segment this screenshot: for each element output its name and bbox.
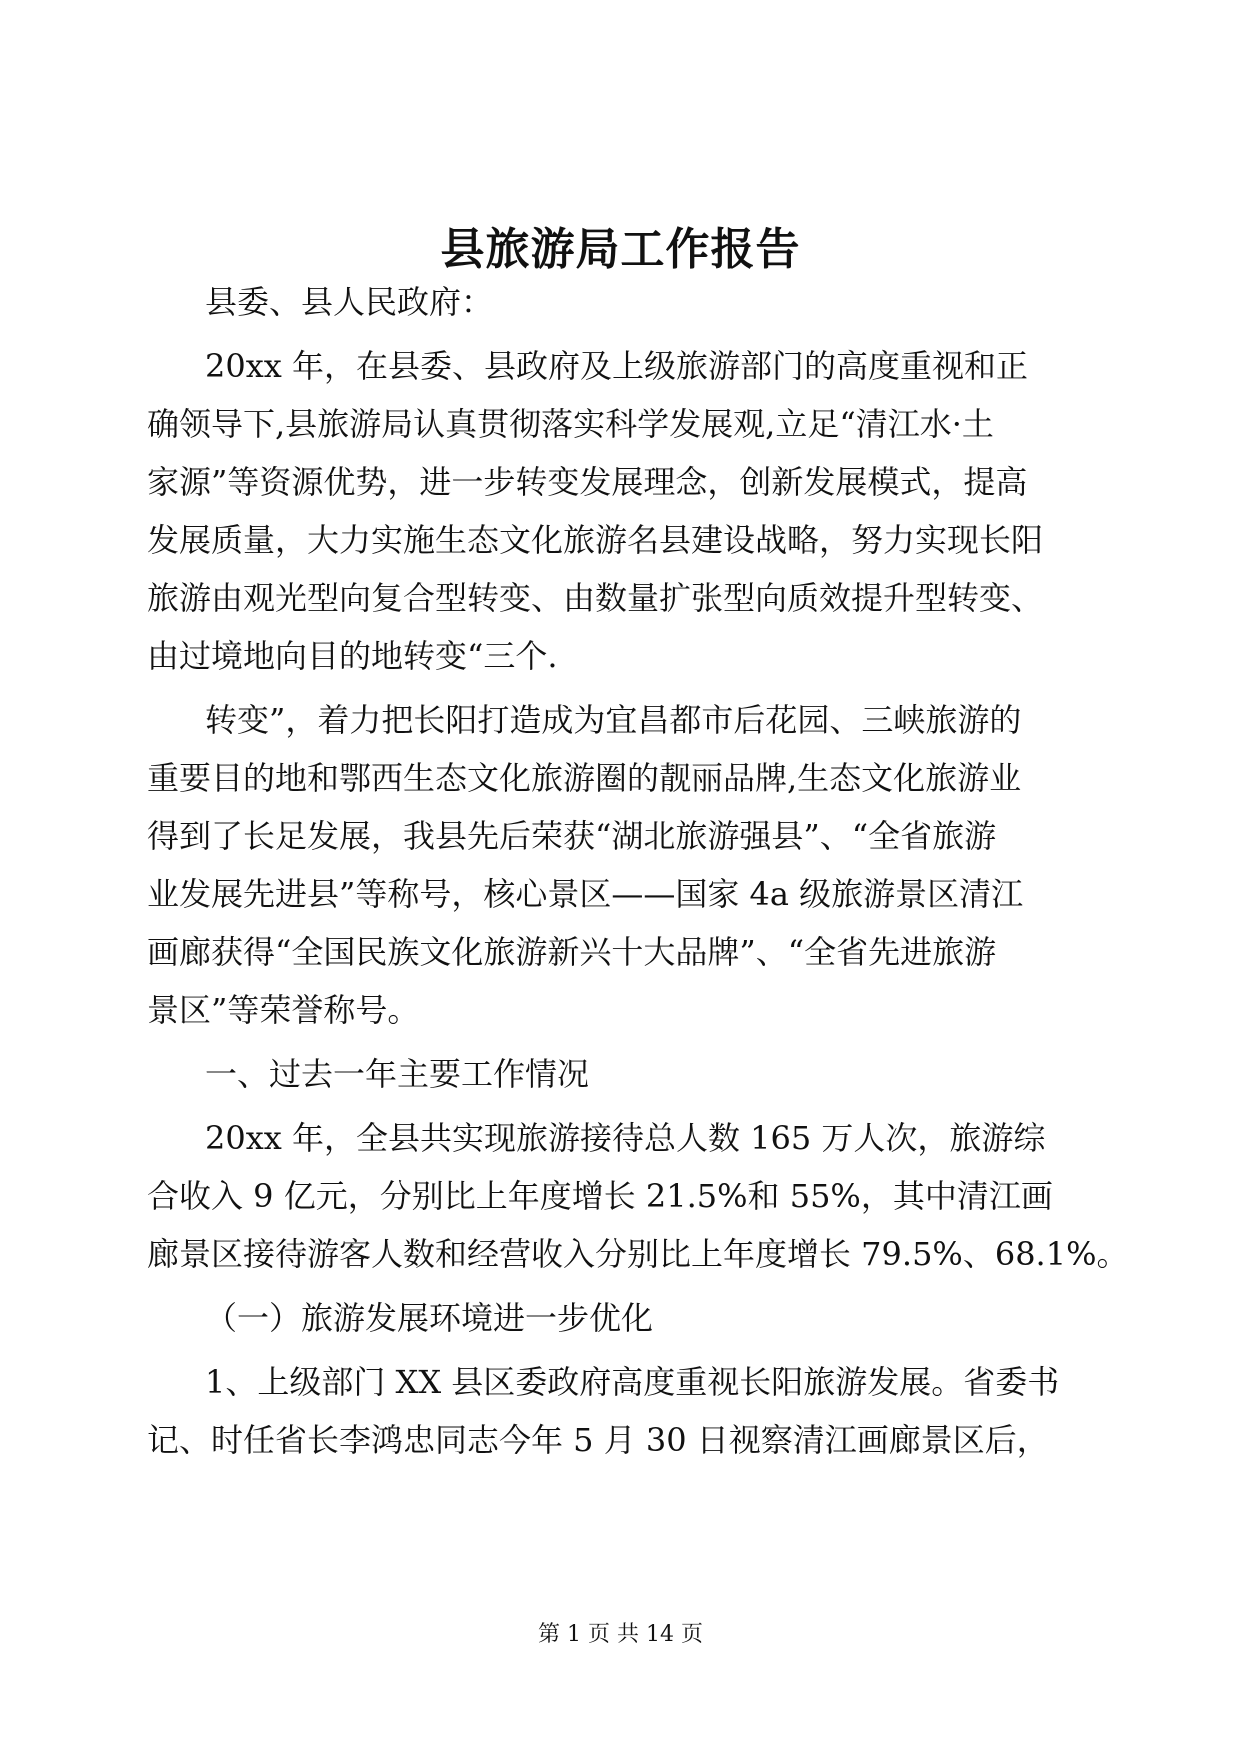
body-line: 由过境地向目的地转变“三个. [147, 637, 558, 675]
body-line: 旅游由观光型向复合型转变、由数量扩张型向质效提升型转变、 [147, 579, 1044, 617]
section-heading: 一、过去一年主要工作情况 [205, 1055, 590, 1093]
document-title: 县旅游局工作报告 [440, 224, 801, 275]
body-line: 家源”等资源优势，进一步转变发展理念，创新发展模式，提高 [147, 463, 1028, 501]
body-line: 20xx 年，在县委、县政府及上级旅游部门的高度重视和正 [205, 347, 1028, 385]
salutation: 县委、县人民政府： [205, 283, 494, 321]
body-line: 记、时任省长李鸿忠同志今年 5 月 30 日视察清江画廊景区后， [147, 1421, 1049, 1459]
body-line: 重要目的地和鄂西生态文化旅游圈的靓丽品牌,生态文化旅游业 [147, 759, 1022, 797]
body-line: 得到了长足发展，我县先后荣获“湖北旅游强县”、“全省旅游 [147, 817, 997, 855]
page-footer: 第 1 页 共 14 页 [538, 1622, 703, 1647]
body-line: 合收入 9 亿元，分别比上年度增长 21.5%和 55%，其中清江画 [147, 1177, 1053, 1215]
body-line: 廊景区接待游客人数和经营收入分别比上年度增长 79.5%、68.1%。 [147, 1235, 1129, 1273]
body-line: 1、上级部门 XX 县区委政府高度重视长阳旅游发展。省委书 [205, 1363, 1060, 1401]
body-line: 画廊获得“全国民族文化旅游新兴十大品牌”、“全省先进旅游 [147, 933, 997, 971]
body-line: 转变”，着力把长阳打造成为宜昌都市后花园、三峡旅游的 [205, 701, 1022, 739]
body-line: 业发展先进县”等称号，核心景区——国家 4a 级旅游景区清江 [147, 875, 1024, 913]
body-line: 确领导下,县旅游局认真贯彻落实科学发展观,立足“清江水·土 [147, 405, 994, 443]
body-line: 景区”等荣誉称号。 [147, 991, 420, 1029]
subsection-heading: （一）旅游发展环境进一步优化 [205, 1299, 654, 1337]
body-line: 20xx 年，全县共实现旅游接待总人数 165 万人次，旅游综 [205, 1119, 1046, 1157]
body-line: 发展质量，大力实施生态文化旅游名县建设战略，努力实现长阳 [147, 521, 1044, 559]
